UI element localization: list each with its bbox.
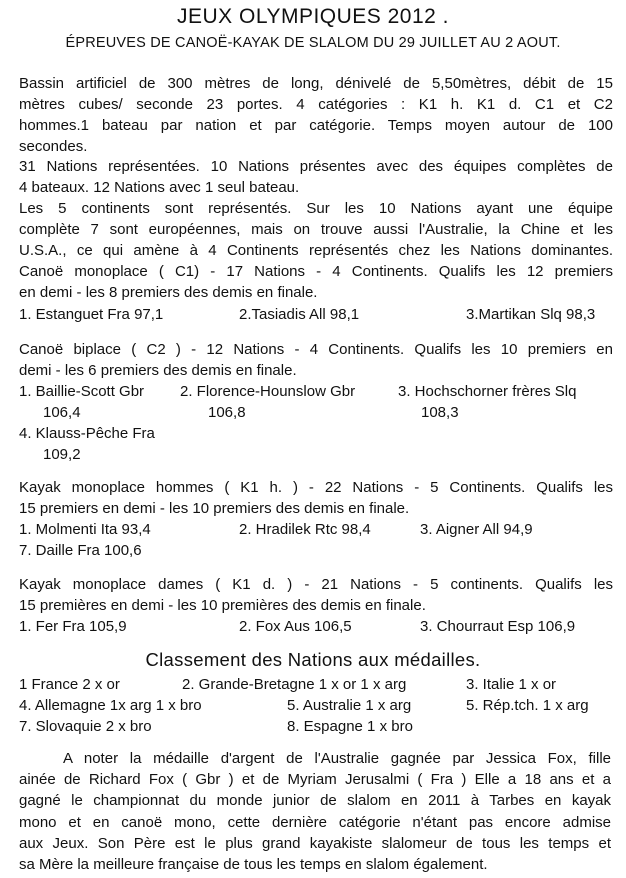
intro-line: 4 bateaux. 12 Nations avec 1 seul bateau. [19,179,300,196]
c2-result-time: 106,8 [208,404,246,421]
page-subtitle: ÉPREUVES DE CANOË-KAYAK DE SLALOM DU 29 JUILLET AU 2 AOUT. [65,35,561,51]
note-paragraph [19,748,611,875]
medal-entry: 5. Australie 1 x arg [287,697,412,714]
note-line: sa Mère la meilleure française de tous les temps en slalom également. [19,856,488,874]
k1h-description: Kayak monoplace hommes ( K1 h. ) - 22 Nations - 5 Continents. Qualifs les [19,479,613,496]
note-line: mono et en canoë mono, cette dernière catégorie n'étant pas encore admise [19,813,611,831]
c2-result-name: 3. Hochschorner frères Slq [398,383,577,400]
c2-result-name: 1. Baillie-Scott Gbr [19,383,145,400]
medal-entry: 8. Espagne 1 x bro [287,718,413,735]
note-line: aux Jeux. Son Père est le plus grand kayakiste slalomeur de tous les temps et [19,834,611,852]
k1h-result: 7. Daille Fra 100,6 [19,542,142,559]
k1d-result: 1. Fer Fra 105,9 [19,618,127,635]
c1-description: en demi - les 8 premiers des demis en finale. [19,284,318,301]
c2-description: Canoë biplace ( C2 ) - 12 Nations - 4 Continents. Qualifs les 10 premiers en [19,341,613,358]
c2-description: demi - les 6 premiers des demis en finale. [19,362,297,379]
medal-entry: 2. Grande-Bretagne 1 x or 1 x arg [182,676,407,693]
c2-result-name: 2. Florence-Hounslow Gbr [180,383,356,400]
k1h-description: 15 premiers en demi - les 10 premiers des demis en finale. [19,500,410,517]
medals-heading: Classement des Nations aux médailles. [145,649,481,670]
c1-description: Canoë monoplace ( C1) - 17 Nations - 4 Continents. Qualifs les 12 premiers [19,263,613,280]
note-line: A noter la médaille d'argent de l'Australie gagnée par Jessica Fox, fille [63,750,611,767]
intro-line: Les 5 continents sont représentés. Sur les 10 Nations ayant une équipe [19,200,613,217]
c1-result: 3.Martikan Slq 98,3 [466,306,596,323]
intro-line: U.S.A., ce qui amène à 4 Continents représentés chez les Nations dominantes. [19,242,613,259]
medal-entry: 1 France 2 x or [19,676,120,693]
medal-entry: 4. Allemagne 1x arg 1 x bro [19,697,202,714]
intro-line: mètres cubes/ seconde 23 portes. 4 catégories : K1 h. K1 d. C1 et C2 [19,96,613,113]
medal-entry: 5. Rép.tch. 1 x arg [466,697,589,714]
k1h-result: 2. Hradilek Rtc 98,4 [239,521,371,538]
intro-line: complète 7 sont européennes, mais on trouve aussi l'Australie, la Chine et les [19,221,613,238]
intro-line: 31 Nations représentées. 10 Nations présentes avec des équipes complètes de [19,158,613,175]
intro-line: Bassin artificiel de 300 mètres de long, dénivelé de 5,50mètres, débit de 15 [19,75,613,92]
note-line: ainée de Richard Fox ( Gbr ) et de Myriam Jerusalmi ( Fra ) Elle a 18 ans et a [19,771,611,789]
c1-result: 1. Estanguet Fra 97,1 [19,306,164,323]
k1d-result: 2. Fox Aus 106,5 [239,618,352,635]
c1-result: 2.Tasiadis All 98,1 [239,306,360,323]
k1d-description: Kayak monoplace dames ( K1 d. ) - 21 Nations - 5 continents. Qualifs les [19,576,613,593]
k1h-result: 3. Aigner All 94,9 [420,521,533,538]
medal-entry: 7. Slovaquie 2 x bro [19,718,152,735]
k1h-result: 1. Molmenti Ita 93,4 [19,521,151,538]
intro-line: secondes. [19,138,88,155]
k1d-description: 15 premières en demi - les 10 premières des demis en finale. [19,597,426,614]
c2-result-time: 109,2 [43,446,81,463]
c2-result-time: 106,4 [43,404,81,421]
k1d-result: 3. Chourraut Esp 106,9 [420,618,576,635]
page-title: JEUX OLYMPIQUES 2012 . [176,5,450,28]
note-line: gagné le championnat du monde junior de slalom en 2011 à Tarbes en kayak [19,792,611,810]
c2-result-name: 4. Klauss-Pêche Fra [19,425,155,442]
medal-entry: 3. Italie 1 x or [466,676,557,693]
c2-result-time: 108,3 [421,404,459,421]
intro-line: hommes.1 bateau par nation et par catégorie. Temps moyen autour de 100 [19,117,613,134]
